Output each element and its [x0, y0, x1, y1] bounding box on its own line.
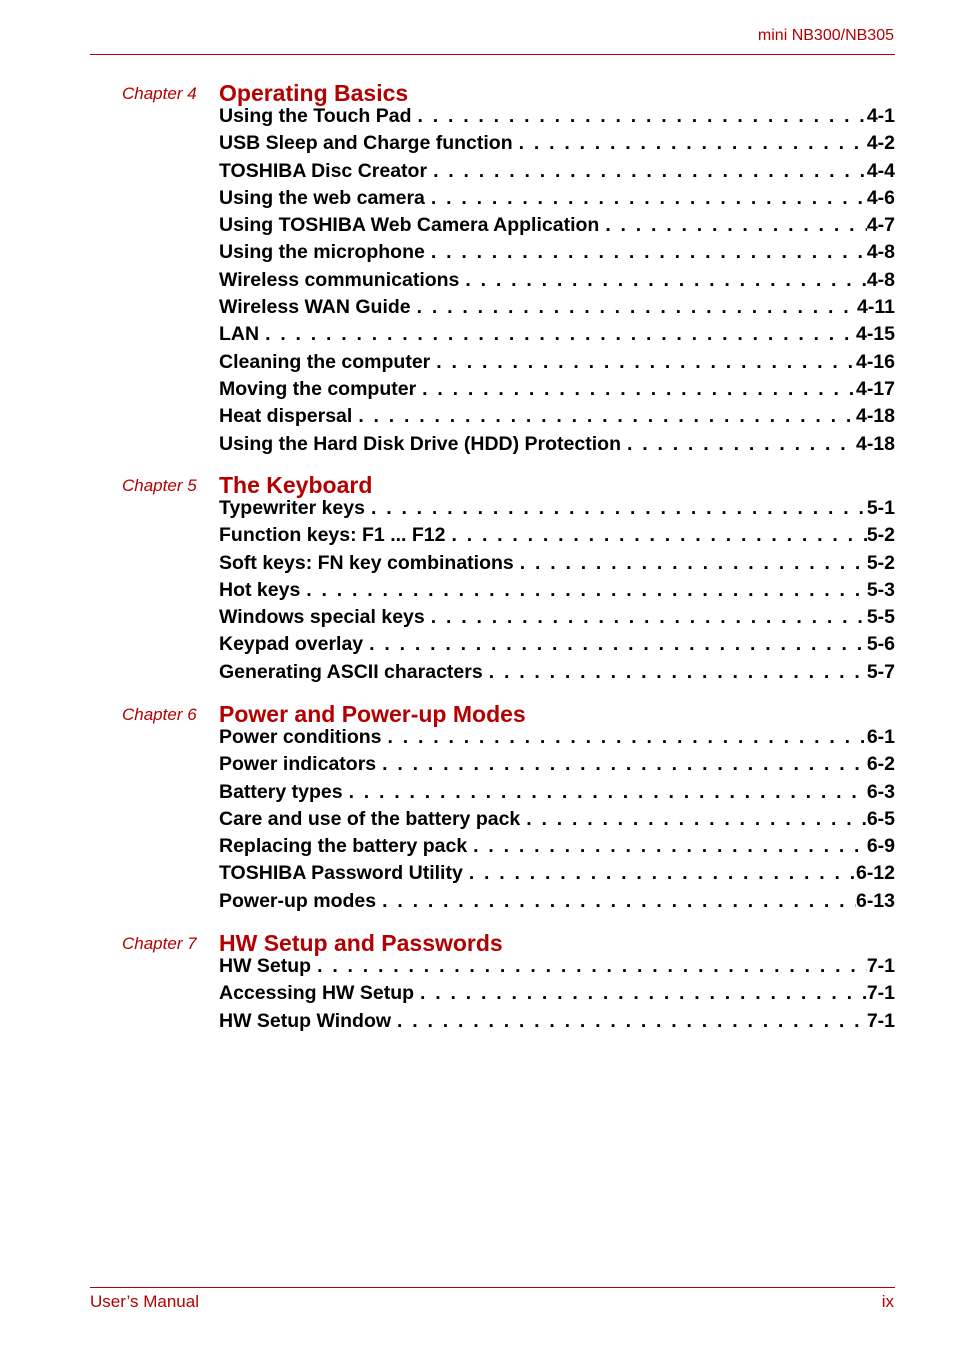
toc-entry[interactable]: [219, 214, 895, 241]
toc-entry-page: 4-4: [866, 159, 895, 182]
toc-entry[interactable]: [219, 405, 895, 432]
toc-entries: [219, 497, 895, 688]
toc-entry-page: 6-5: [866, 807, 895, 830]
toc-entry-page: 5-6: [866, 633, 895, 656]
toc-entry-page: 5-2: [866, 551, 895, 574]
chapter-label: Chapter 6: [122, 705, 197, 724]
dot-leader: [425, 241, 867, 264]
toc-entry-page: 6-13: [855, 889, 895, 912]
toc-entry-title: LAN: [219, 323, 260, 346]
toc-entry-title: TOSHIBA Disc Creator: [219, 159, 428, 182]
toc-entry[interactable]: [219, 187, 895, 214]
header-rule: [90, 54, 895, 55]
toc-entry-title: Moving the computer: [219, 377, 417, 400]
toc-entry[interactable]: [219, 835, 895, 862]
toc-entry-title: Heat dispersal: [219, 405, 353, 428]
dot-leader: [621, 433, 856, 456]
toc-entry-page: 5-2: [866, 524, 895, 547]
toc-entry-title: Power-up modes: [219, 889, 377, 912]
chapter-label: Chapter 7: [122, 934, 197, 953]
toc-entry-title: Using TOSHIBA Web Camera Application: [219, 214, 600, 237]
toc-entry-page: 7-1: [866, 1009, 895, 1032]
toc-entry-title: Battery types: [219, 780, 343, 803]
toc-entry-title: Function keys: F1 ... F12: [219, 524, 446, 547]
toc-entry-title: Replacing the battery pack: [219, 835, 468, 858]
toc-entry[interactable]: [219, 497, 895, 524]
toc-entry-page: 4-7: [866, 214, 895, 237]
toc-entry[interactable]: [219, 269, 895, 296]
toc-entry-page: 4-11: [857, 296, 895, 319]
toc-entry[interactable]: [219, 378, 895, 405]
toc-entry[interactable]: [219, 105, 895, 132]
toc-entry-title: TOSHIBA Password Utility: [219, 862, 463, 885]
dot-leader: [343, 781, 867, 804]
toc-entry-page: 4-8: [866, 268, 895, 291]
toc-entry-page: 6-12: [855, 862, 895, 885]
dot-leader: [430, 351, 856, 374]
toc-entry[interactable]: [219, 1010, 895, 1037]
toc-entry-page: 5-1: [866, 497, 895, 519]
dot-leader: [363, 633, 867, 656]
toc-entry-title: Accessing HW Setup: [219, 982, 415, 1005]
toc-entry-page: 4-18: [855, 432, 895, 455]
toc-entry-page: 4-2: [866, 132, 895, 155]
toc-entry[interactable]: [219, 433, 895, 460]
toc-entry-title: Soft keys: FN key combinations: [219, 551, 514, 574]
toc-entry-page: 6-1: [866, 726, 895, 748]
toc-entry[interactable]: [219, 753, 895, 780]
toc-entry[interactable]: [219, 890, 895, 917]
toc-entry-title: Wireless WAN Guide: [219, 296, 411, 319]
toc-entry[interactable]: [219, 726, 895, 753]
toc-entry[interactable]: [219, 524, 895, 551]
toc-entry-page: 5-3: [866, 578, 895, 601]
dot-leader: [425, 187, 867, 210]
toc-entry[interactable]: [219, 606, 895, 633]
toc-entry-title: Using the microphone: [219, 241, 425, 264]
dot-leader: [376, 753, 867, 776]
dot-leader: [311, 955, 867, 978]
dot-leader: [411, 105, 866, 128]
toc-entry-page: 7-1: [866, 955, 895, 977]
toc-entries: [219, 105, 895, 460]
toc-entry[interactable]: [219, 160, 895, 187]
toc-entry-title: Keypad overlay: [219, 633, 364, 656]
toc-entry-page: 7-1: [866, 982, 895, 1005]
dot-leader: [391, 1010, 867, 1033]
toc-entry[interactable]: [219, 323, 895, 350]
toc-entry-page: 4-8: [866, 241, 895, 264]
footer-rule: [90, 1287, 895, 1288]
toc-entry-title: Wireless communications: [219, 268, 460, 291]
toc-entry-page: 4-16: [855, 350, 895, 373]
dot-leader: [514, 552, 867, 575]
toc-entry-page: 6-3: [866, 780, 895, 803]
toc-entry[interactable]: [219, 552, 895, 579]
toc-entry[interactable]: [219, 781, 895, 808]
toc-entry-page: 4-18: [855, 405, 895, 428]
toc-entry-title: Cleaning the computer: [219, 350, 431, 373]
dot-leader: [365, 497, 867, 520]
toc-entry-page: 4-15: [855, 323, 895, 346]
dot-leader: [445, 524, 866, 547]
dot-leader: [513, 132, 867, 155]
toc-entry-page: 4-1: [866, 105, 895, 127]
toc-entry[interactable]: [219, 351, 895, 378]
dot-leader: [416, 378, 856, 401]
toc-entry-page: 6-2: [866, 753, 895, 776]
toc-entry-page: 5-7: [866, 660, 895, 683]
toc-entry-page: 6-9: [866, 835, 895, 858]
dot-leader: [352, 405, 856, 428]
dot-leader: [459, 269, 866, 292]
toc-entry[interactable]: [219, 982, 895, 1009]
chapter-title[interactable]: HW Setup and Passwords: [219, 930, 503, 956]
toc-entries: [219, 955, 895, 1037]
toc-entry-title: Generating ASCII characters: [219, 660, 483, 683]
dot-leader: [259, 323, 856, 346]
chapter-title[interactable]: Power and Power-up Modes: [219, 701, 526, 727]
dot-leader: [414, 982, 867, 1005]
footer-page-number: ix: [881, 1292, 894, 1311]
toc-entry-title: HW Setup Window: [219, 1009, 392, 1032]
dot-leader: [300, 579, 867, 602]
toc-entry-title: Power conditions: [219, 726, 382, 748]
chapter-label: Chapter 4: [122, 84, 197, 103]
dot-leader: [425, 606, 867, 629]
toc-entry[interactable]: [219, 862, 895, 889]
toc-entry[interactable]: [219, 296, 895, 323]
toc-entry-title: Power indicators: [219, 753, 377, 776]
toc-entry[interactable]: [219, 955, 895, 982]
chapter-title[interactable]: Operating Basics: [219, 80, 409, 106]
footer-manual-title: User’s Manual: [90, 1292, 199, 1311]
toc-entry[interactable]: [219, 241, 895, 268]
dot-leader: [520, 808, 867, 831]
toc-entry-title: Using the web camera: [219, 186, 425, 209]
toc-entry-page: 4-6: [866, 186, 895, 209]
toc-entry[interactable]: [219, 808, 895, 835]
toc-entry-page: 4-17: [855, 377, 895, 400]
dot-leader: [599, 214, 867, 237]
toc-entry-title: Windows special keys: [219, 606, 425, 629]
toc-entry[interactable]: [219, 661, 895, 688]
toc-entry-title: Using the Touch Pad: [219, 105, 412, 127]
dot-leader: [427, 160, 867, 183]
dot-leader: [463, 862, 856, 885]
header-product-name: mini NB300/NB305: [757, 27, 894, 44]
toc-entry[interactable]: [219, 579, 895, 606]
chapter-label: Chapter 5: [122, 476, 197, 495]
toc-entry[interactable]: [219, 633, 895, 660]
toc-entry-page: 5-5: [866, 606, 895, 629]
dot-leader: [376, 890, 856, 913]
dot-leader: [382, 726, 867, 749]
toc-entry-title: Typewriter keys: [219, 497, 365, 519]
toc-entry-title: HW Setup: [219, 955, 312, 977]
chapter-title[interactable]: The Keyboard: [219, 472, 373, 498]
toc-entry[interactable]: [219, 132, 895, 159]
dot-leader: [411, 296, 857, 319]
dot-leader: [483, 661, 867, 684]
dot-leader: [467, 835, 867, 858]
toc-entry-title: Using the Hard Disk Drive (HDD) Protection: [219, 432, 621, 455]
toc-entry-title: Hot keys: [219, 578, 301, 601]
toc-entry-title: USB Sleep and Charge function: [219, 132, 513, 155]
toc-entry-title: Care and use of the battery pack: [219, 807, 521, 830]
toc-entries: [219, 726, 895, 917]
